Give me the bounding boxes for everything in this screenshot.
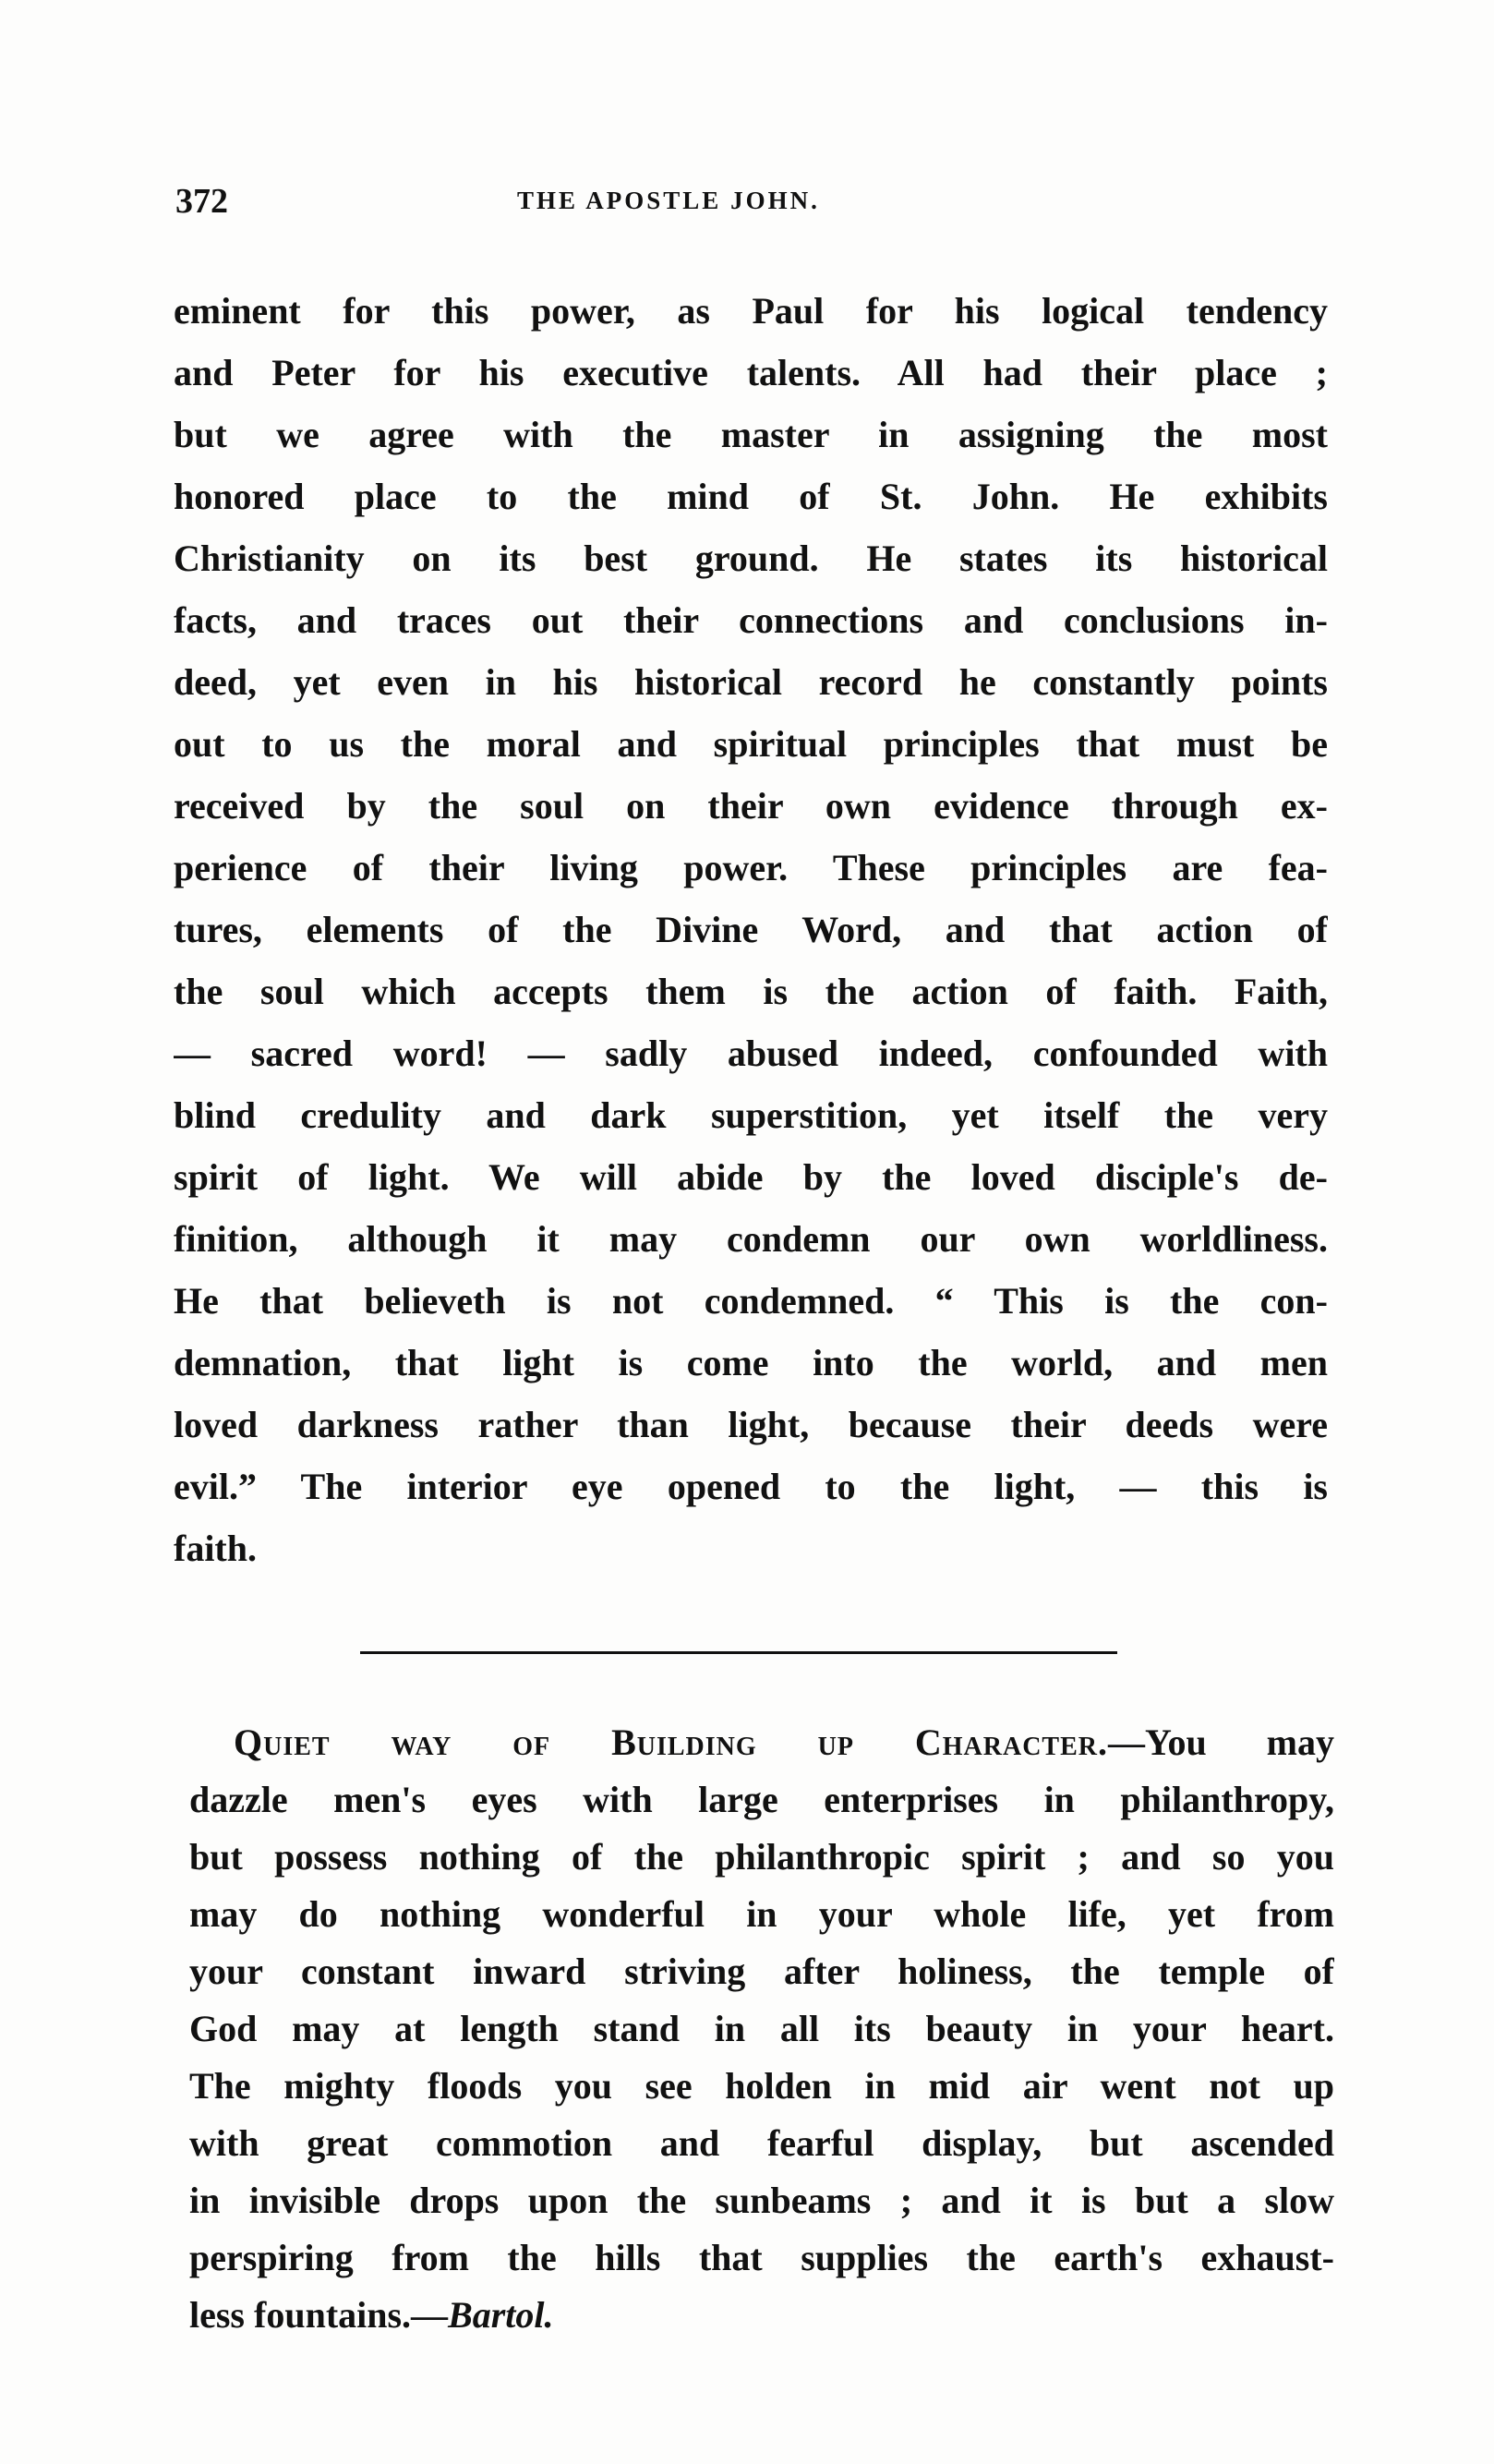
text-line: in invisible drops upon the sunbeams ; and it is but a slow bbox=[189, 2180, 1334, 2221]
main-paragraph bbox=[174, 280, 1328, 1579]
text-line: The mighty floods you see holden in mid air went not up bbox=[189, 2065, 1334, 2107]
text-line: perspiring from the hills that supplies the earth's exhaust- bbox=[189, 2237, 1334, 2278]
text-line: facts, and traces out their connections and conclusions in- bbox=[174, 599, 1328, 641]
text-line: — sacred word! — sadly abused indeed, confounded with bbox=[174, 1033, 1328, 1074]
text-line: blind credulity and dark superstition, yet itself the very bbox=[174, 1094, 1328, 1136]
text-line: Christianity on its best ground. He states its historical bbox=[174, 537, 1328, 579]
extract-paragraph bbox=[189, 1714, 1334, 2344]
text-line: may do nothing wonderful in your whole life, yet from bbox=[189, 1893, 1334, 1935]
text-line: loved darkness rather than light, because their deeds were bbox=[174, 1404, 1328, 1445]
text-line: honored place to the mind of St. John. He exhibits bbox=[174, 476, 1328, 517]
text-line: your constant inward striving after holiness, the temple of bbox=[189, 1951, 1334, 1992]
text-line: finition, although it may condemn our own worldliness. bbox=[174, 1218, 1328, 1260]
text-line: He that believeth is not condemned. “ This is the con- bbox=[174, 1280, 1328, 1322]
text-line: but possess nothing of the philanthropic spirit ; and so you bbox=[189, 1836, 1334, 1878]
page-number: 372 bbox=[175, 182, 228, 221]
text-line: deed, yet even in his historical record he constantly points bbox=[174, 661, 1328, 703]
text-line: demnation, that light is come into the world, and men bbox=[174, 1342, 1328, 1383]
section-divider bbox=[360, 1651, 1117, 1654]
extract-last-line-text: less fountains.— bbox=[189, 2294, 449, 2336]
text-line: God may at length stand in all its beauty in your heart. bbox=[189, 2008, 1334, 2049]
extract-last-line bbox=[189, 2287, 1334, 2344]
text-line: faith. bbox=[174, 1528, 257, 1569]
text-line: received by the soul on their own evidence through ex- bbox=[174, 785, 1328, 827]
extract-first-line bbox=[189, 1714, 1334, 1771]
text-line: the soul which accepts them is the action of faith. Faith, bbox=[174, 971, 1328, 1012]
text-line: with great commotion and fearful display, but ascended bbox=[189, 2122, 1334, 2164]
text-line: evil.” The interior eye opened to the light, — this is bbox=[174, 1466, 1328, 1507]
text-line: tures, elements of the Divine Word, and that action of bbox=[174, 909, 1328, 950]
attribution: Bartol. bbox=[448, 2294, 554, 2336]
extract-heading: Quiet way of Building up Character. bbox=[234, 1721, 1109, 1763]
text-line: and Peter for his executive talents. All had their place ; bbox=[174, 352, 1328, 393]
text-line: out to us the moral and spiritual principles that must be bbox=[174, 723, 1328, 765]
text-line: perience of their living power. These principles are fea- bbox=[174, 847, 1328, 888]
text-line: dazzle men's eyes with large enterprises in philanthropy, bbox=[189, 1779, 1334, 1820]
running-head bbox=[175, 181, 1320, 222]
text-line: spirit of light. We will abide by the loved disciple's de- bbox=[174, 1156, 1328, 1198]
extract-first-line-rest: —You may bbox=[1108, 1721, 1334, 1763]
text-line: but we agree with the master in assigning the most bbox=[174, 414, 1328, 455]
running-title: THE APOSTLE JOHN. bbox=[517, 187, 820, 214]
text-line: eminent for this power, as Paul for his logical tendency bbox=[174, 290, 1328, 332]
